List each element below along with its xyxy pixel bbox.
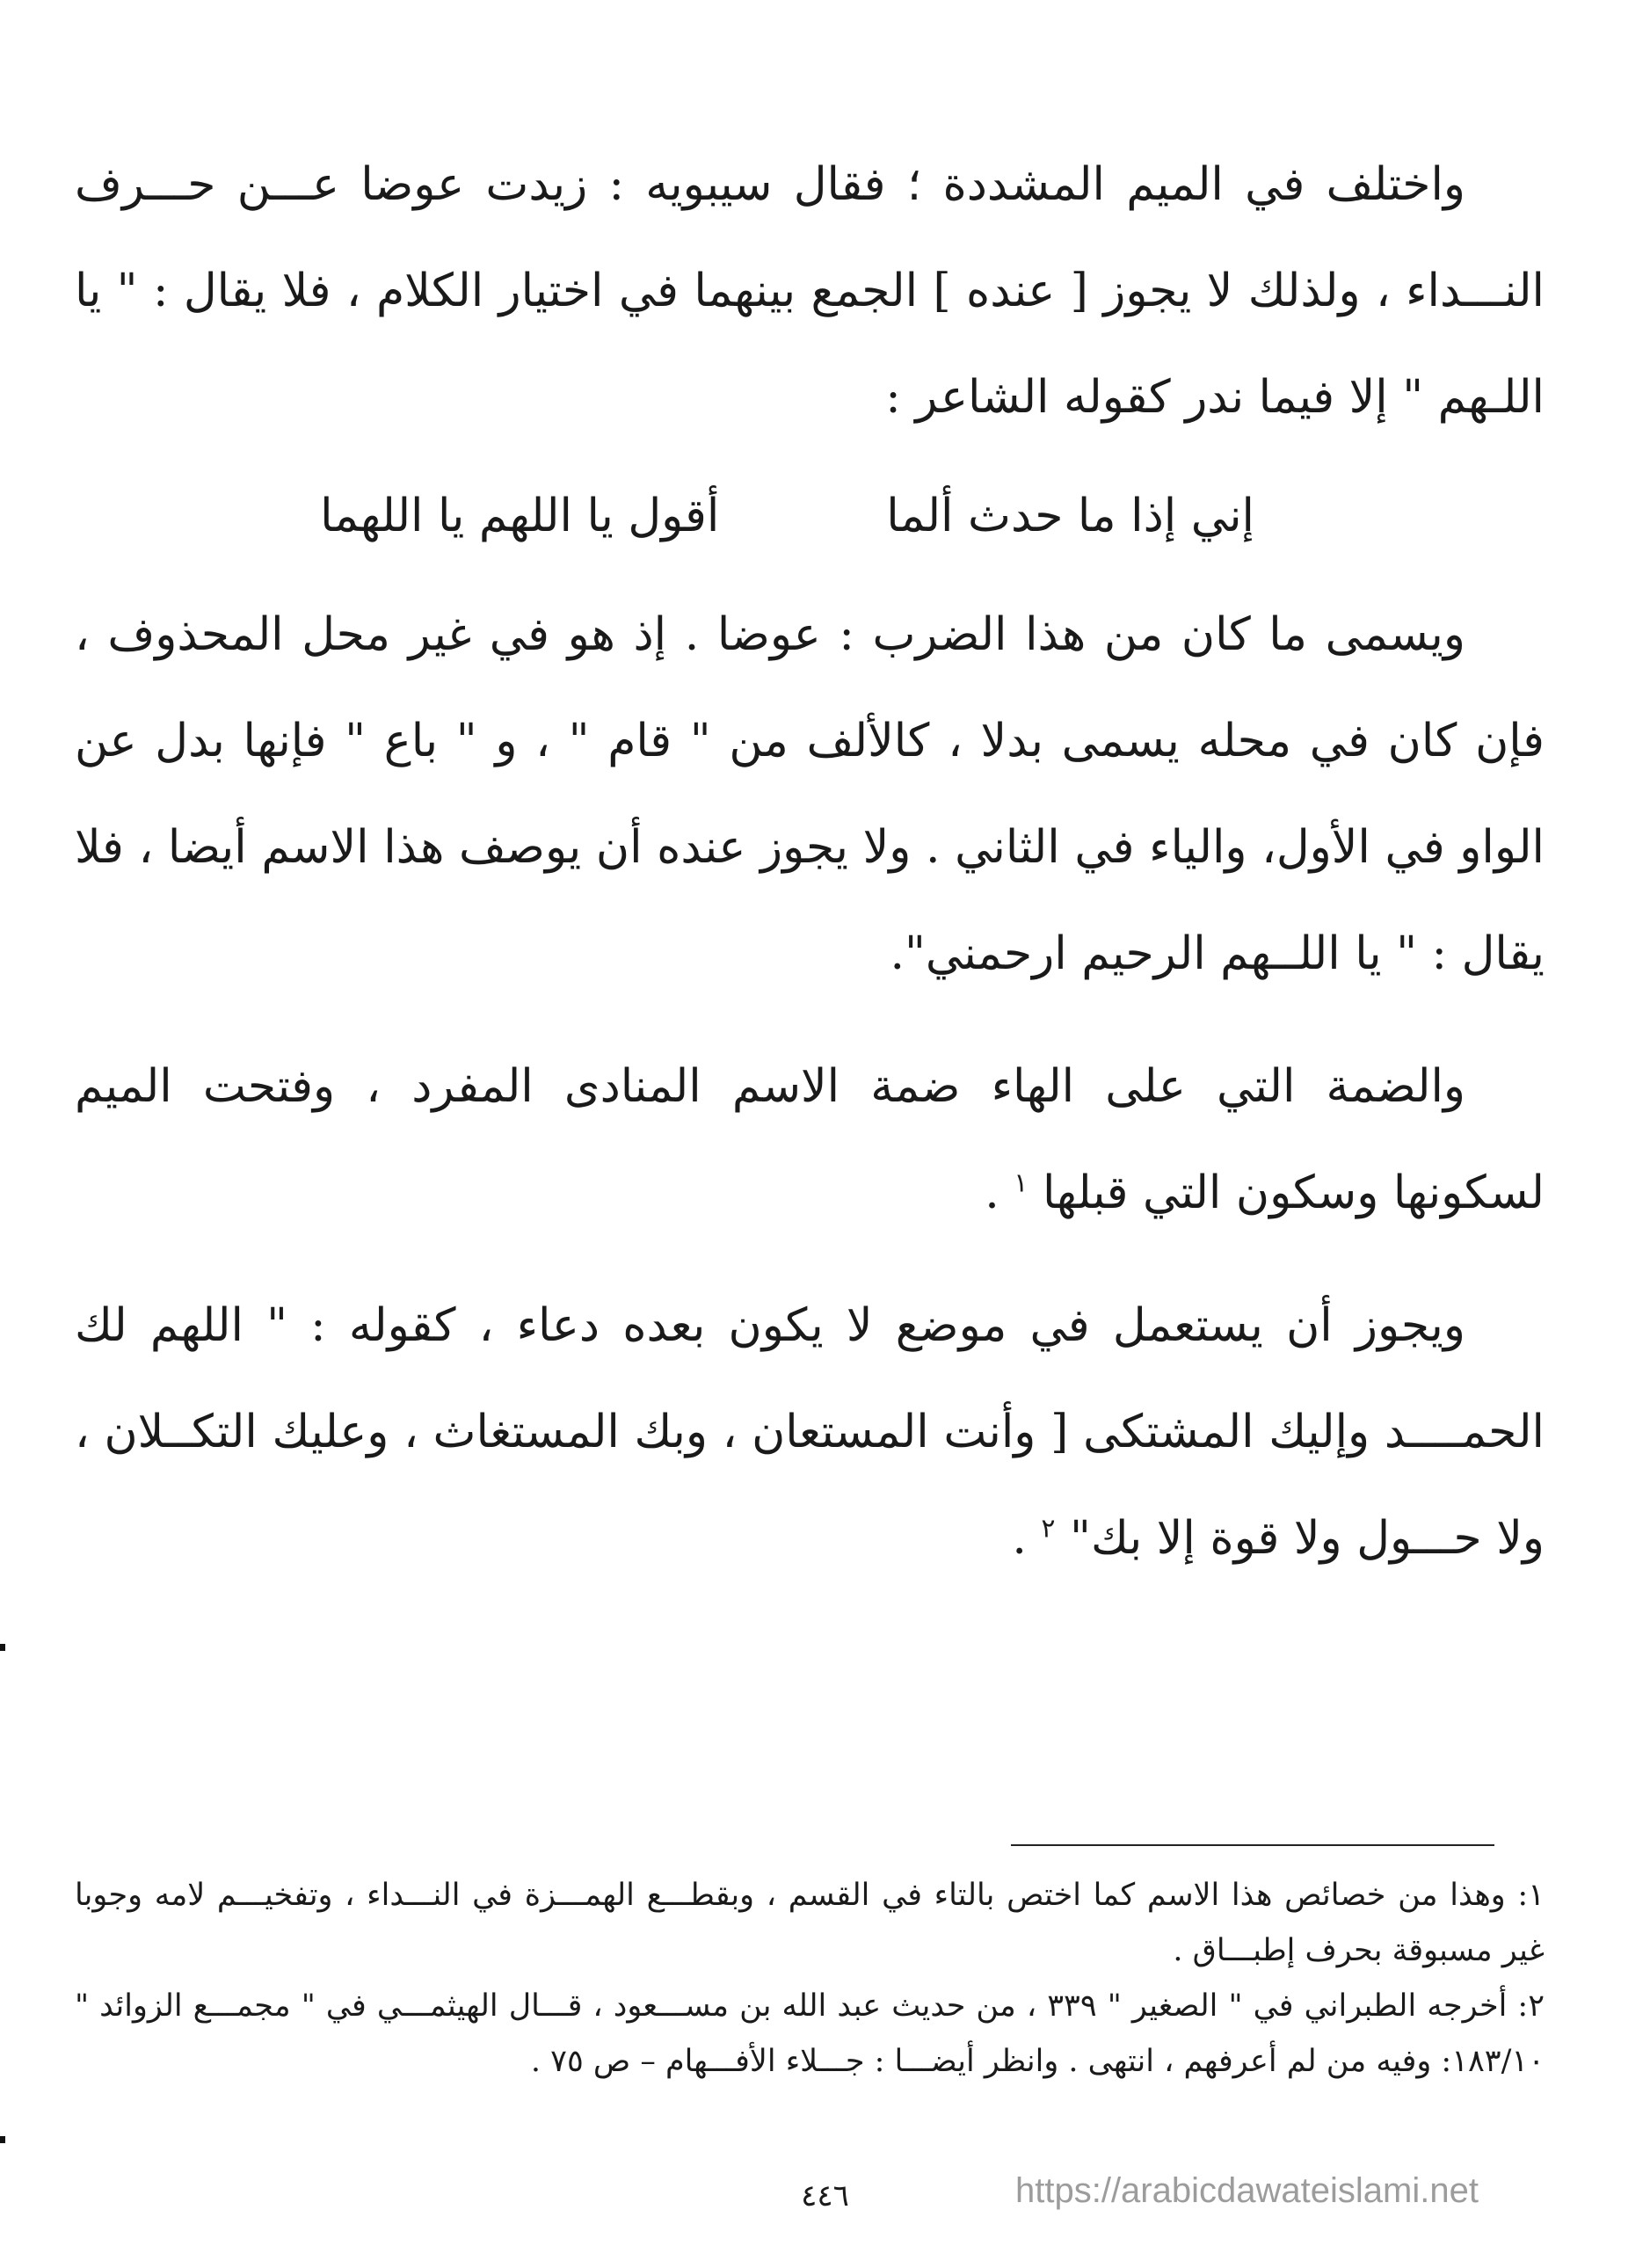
footnote-separator [1011,1844,1494,1846]
footnote-2: ٢: أخرجه الطبراني في " الصغير " ٣٣٩ ، من حديث عبد الله بن مســـعود ، قـــال الهيثمـــي في " مجمـــع الزوائد " ١٨٣/١٠: وفيه من لم أعرفهم ، انتهى . وانظر أيضـــا : جـــلاء الأفـــهام – ص ٧٥ . [75,1988,1545,2079]
watermark-url: https://arabicdawateislami.net [1015,2171,1479,2210]
scan-mark [0,2136,5,2143]
paragraph-1 [75,132,1545,451]
footnotes [75,1868,1545,2090]
paragraph-3-end: . [985,1167,999,1219]
footnote-ref-1: ١ [1014,1167,1029,1199]
footnote-1: ١: وهذا من خصائص هذا الاسم كما اختص بالتاء في القسم ، وبقطـــع الهمـــزة في النـــداء ، وتفخيـــم لامه وجوبا غير مسبوقة بحرف إطبـــاق . [75,1878,1545,1968]
paragraph-4-end: . [1012,1512,1027,1565]
footnote-ref-2: ٢ [1041,1513,1056,1545]
main-text [75,132,1545,1592]
page-number: ٤٤٦ [801,2178,849,2213]
paragraph-4-text: ويجوز أن يستعمل في موضع لا يكون بعده دعاء ، كقوله : " اللهم لك الحمــــد وإليك المشتكى [ وأنت المستعان ، وبك المستغاث ، وعليك التكــلان ، ولا حـــول ولا قوة إلا بك" [75,1299,1545,1565]
paragraph-4 [75,1273,1545,1592]
scan-mark [0,1644,5,1651]
verse-first-hemistich: إني إذا ما حدث ألما [886,490,1254,542]
paragraph-1-line-2: ولذلك لا يجوز [ عنده ] الجمع بينهما في اختيار الكلام ، فلا يقال : " يا اللـهم " إلا [75,265,1545,424]
paragraph-3-text: والضمة التي على الهاء ضمة الاسم المنادى المفرد ، وفتحت الميم لسكونها وسكون التي قبلها [75,1060,1545,1219]
paragraph-1-line-3: فيما ندر كقوله الشاعر : [885,371,1335,424]
paragraph-3 [75,1034,1545,1247]
verse-second-hemistich: أقول يا اللهم يا اللهما [320,490,720,542]
poetry-verse [75,463,1545,570]
paragraph-1-line-1: واختلف في الميم المشددة ؛ فقال سيبويه : زيدت عوضا عـــن حـــرف النـــداء ، [75,158,1545,317]
paragraph-2: ويسمى ما كان من هذا الضرب : عوضا . إذ هو في غير محل المحذوف ، فإن كان في محله يسمى بدلا ، كالألف من " قام " ، و " باع " فإنها بدل عن الواو في الأول، والياء في الثاني . ولا يجوز عنده أن يوصف هذا الاسم أيضا ، فلا يقال : " يا اللــهم الرحيم ارحمني". [75,608,1545,980]
